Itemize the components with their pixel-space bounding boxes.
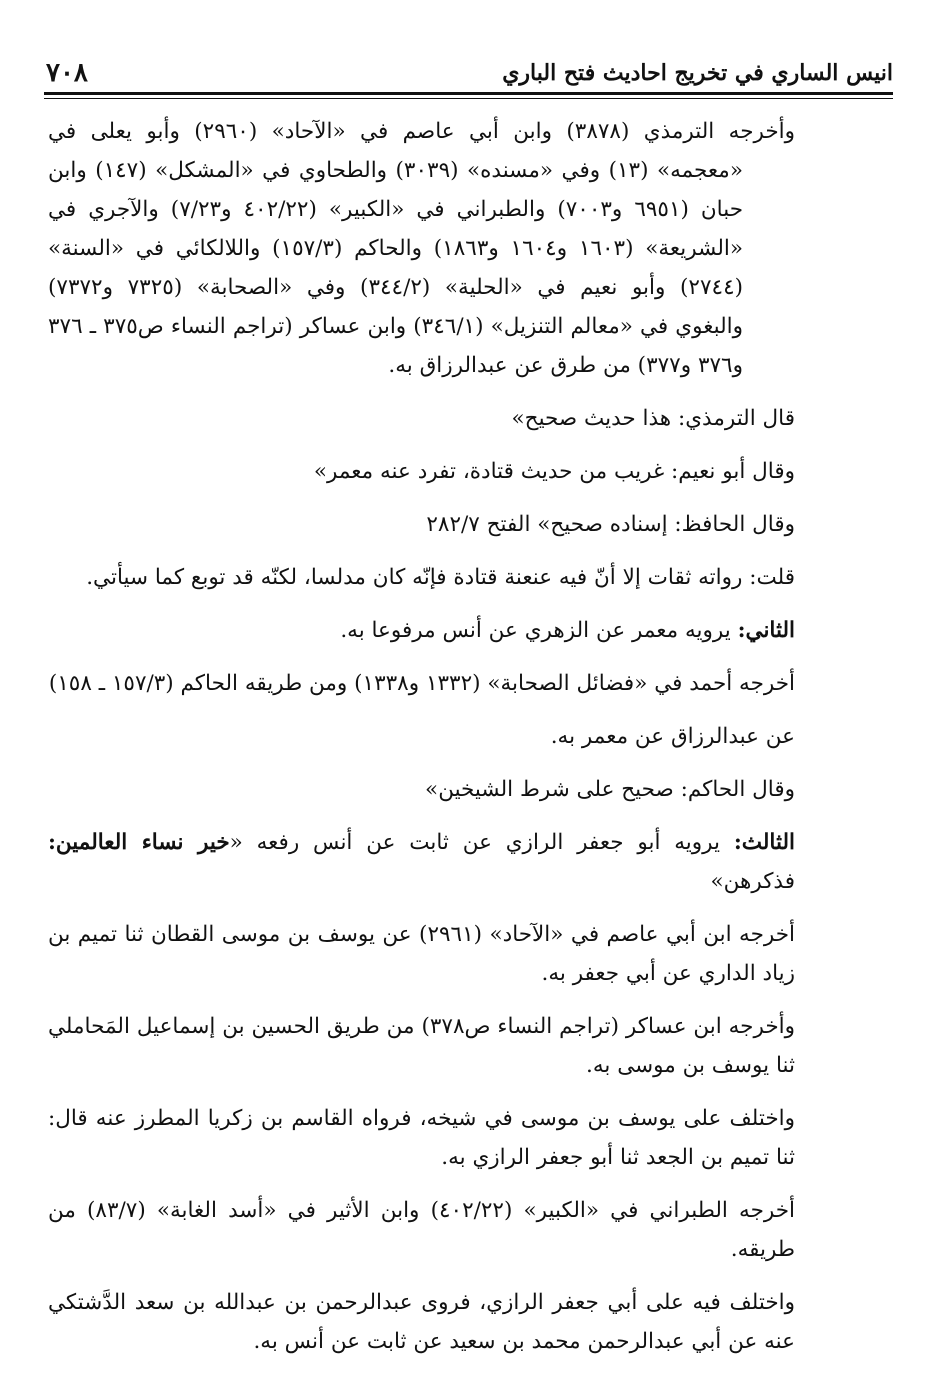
paragraph-4: وقال الحافظ: إسناده صحيح» الفتح ٢٨٢/٧ xyxy=(426,512,795,537)
paragraph-1: وأخرجه الترمذي (٣٨٧٨) وابن أبي عاصم في «الآحاد» (٢٩٦٠) وأبو يعلى في «معجمه» (١٣) وفي «مسنده» (٣٠٣٩) والطحاوي في «المشكل» (١٤٧) وابن حبان (٦٩٥١ و٧٠٠٣) والطبراني في «الكبير» (٤٠٢/٢٢ و٧/٢٣) والآجري في «الشريعة» (١٦٠٣ و١٦٠٤ و١٨٦٣) والحاكم (١٥٧/٣) واللالكائي في «السنة» (٢٧٤٤) وأبو نعيم في «الحلية» (٣٤٤/٢) وفي «الصحابة» (٧٣٢٥ و٧٣٧٢) والبغوي في «معالم التنزيل» (٣٤٦/١) وابن عساكر (تراجم النساء ص٣٧٥ ـ ٣٧٦ و٣٧٦ و٣٧٧) من طرق عن عبدالرزاق به. xyxy=(48,119,796,378)
header-rule-thin xyxy=(44,98,893,99)
page-header xyxy=(46,52,893,94)
paragraph-8: عن عبدالرزاق عن معمر به. xyxy=(550,724,795,749)
body-text xyxy=(48,112,795,1375)
paragraph-14: أخرجه الطبراني في «الكبير» (٤٠٢/٢٢) وابن الأثير في «أسد الغابة» (٨٣/٧) من طريقه. xyxy=(48,1198,795,1262)
section-lead: الثالث: xyxy=(733,830,795,855)
paragraph-6 xyxy=(48,611,795,650)
paragraph-5: قلت: رواته ثقات إلا أنّ فيه عنعنة قتادة فإنّه كان مدلسا، لكنّه قد توبع كما سيأتي. xyxy=(86,565,795,590)
paragraph-11: أخرجه ابن أبي عاصم في «الآحاد» (٢٩٦١) عن يوسف بن موسى القطان ثنا تميم بن زياد الداري عن أبي جعفر به. xyxy=(48,922,795,986)
paragraph-2: قال الترمذي: هذا حديث صحيح» xyxy=(511,406,795,431)
page-number: ٧٠٨ xyxy=(46,58,88,88)
paragraph-12: وأخرجه ابن عساكر (تراجم النساء ص٣٧٨) من طريق الحسين بن إسماعيل المَحاملي ثنا يوسف بن موسى به. xyxy=(48,1014,795,1078)
paragraph-10-tail: فذكرهن» xyxy=(710,869,795,894)
paragraph-7: أخرجه أحمد في «فضائل الصحابة» (١٣٣٢ و١٣٣٨) ومن طريقه الحاكم (١٥٧/٣ ـ ١٥٨) xyxy=(48,671,795,696)
running-title: انيس الساري في تخريج احاديث فتح الباري xyxy=(502,60,893,86)
paragraph-10-bold: خير نساء العالمين: xyxy=(48,830,230,855)
paragraph-6-text: يرويه معمر عن الزهري عن أنس مرفوعا به. xyxy=(340,618,738,643)
paragraph-13: واختلف على يوسف بن موسى في شيخه، فرواه القاسم بن زكريا المطرز عنه قال: ثنا تميم بن الجعد ثنا أبو جعفر الرازي به. xyxy=(48,1106,795,1170)
paragraph-10 xyxy=(48,823,795,901)
paragraph-15: واختلف فيه على أبي جعفر الرازي، فروى عبدالرحمن بن عبدالله بن سعد الدَّشتكي عنه عن أبي عبدالرحمن محمد بن سعيد عن ثابت عن أنس به. xyxy=(48,1290,795,1354)
paragraph-10-text: يرويه أبو جعفر الرازي عن ثابت عن أنس رفعه « xyxy=(229,830,734,855)
paragraph-9: وقال الحاكم: صحيح على شرط الشيخين» xyxy=(425,777,795,802)
paragraph-3: وقال أبو نعيم: غريب من حديث قتادة، تفرد عنه معمر» xyxy=(313,459,795,484)
header-rule xyxy=(44,92,893,95)
section-lead: الثاني: xyxy=(737,618,795,643)
